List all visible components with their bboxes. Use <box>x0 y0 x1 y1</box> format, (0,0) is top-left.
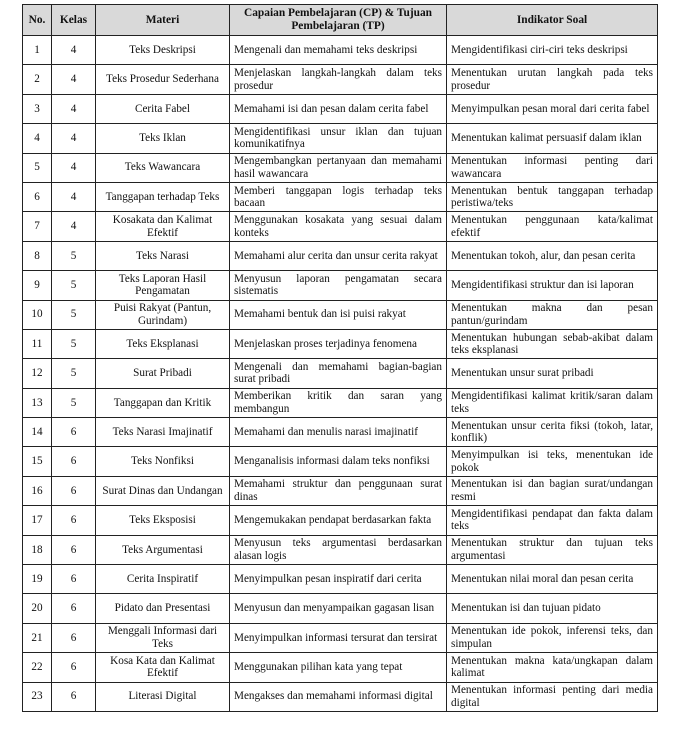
cell-kelas: 4 <box>52 182 96 211</box>
cell-materi: Teks Narasi <box>96 241 230 270</box>
cell-materi: Teks Nonfiksi <box>96 447 230 476</box>
cell-kelas: 6 <box>52 682 96 711</box>
cell-indikator: Mengidentifikasi pendapat dan fakta dalam teks <box>447 506 658 535</box>
cell-indikator: Menentukan informasi penting dari media digital <box>447 682 658 711</box>
cell-kelas: 6 <box>52 535 96 564</box>
cell-materi: Kosa Kata dan Kalimat Efektif <box>96 653 230 682</box>
document-page <box>22 4 657 712</box>
table-row <box>23 653 658 682</box>
cell-kelas: 6 <box>52 565 96 594</box>
cell-kelas: 5 <box>52 359 96 388</box>
cell-cp-tp: Mengenali dan memahami bagian-bagian surat pribadi <box>230 359 447 388</box>
cell-no: 17 <box>23 506 52 535</box>
header-no: No. <box>23 5 52 36</box>
cell-materi: Surat Pribadi <box>96 359 230 388</box>
table-row <box>23 36 658 65</box>
cell-cp-tp: Memahami struktur dan penggunaan surat dinas <box>230 476 447 505</box>
table-row <box>23 594 658 623</box>
cell-indikator: Menentukan isi dan tujuan pidato <box>447 594 658 623</box>
table-row <box>23 565 658 594</box>
table-header-row <box>23 5 658 36</box>
cell-kelas: 5 <box>52 388 96 417</box>
cell-cp-tp: Memahami isi dan pesan dalam cerita fabel <box>230 94 447 123</box>
cell-cp-tp: Memahami dan menulis narasi imajinatif <box>230 418 447 447</box>
cell-indikator: Menentukan unsur surat pribadi <box>447 359 658 388</box>
cell-no: 1 <box>23 36 52 65</box>
cell-no: 8 <box>23 241 52 270</box>
cell-materi: Literasi Digital <box>96 682 230 711</box>
cell-no: 2 <box>23 65 52 94</box>
cell-indikator: Menentukan penggunaan kata/kalimat efektif <box>447 212 658 241</box>
cell-indikator: Mengidentifikasi struktur dan isi laporan <box>447 271 658 300</box>
table-row <box>23 623 658 652</box>
cell-cp-tp: Mengemukakan pendapat berdasarkan fakta <box>230 506 447 535</box>
table-row <box>23 535 658 564</box>
cell-materi: Teks Laporan Hasil Pengamatan <box>96 271 230 300</box>
header-cp-tp: Capaian Pembelajaran (CP) & Tujuan Pembelajaran (TP) <box>230 5 447 36</box>
cell-cp-tp: Menyusun teks argumentasi berdasarkan alasan logis <box>230 535 447 564</box>
table-row <box>23 476 658 505</box>
cell-cp-tp: Menyusun laporan pengamatan secara sistematis <box>230 271 447 300</box>
cell-materi: Cerita Fabel <box>96 94 230 123</box>
cell-indikator: Menentukan informasi penting dari wawancara <box>447 153 658 182</box>
cell-cp-tp: Memberikan kritik dan saran yang membangun <box>230 388 447 417</box>
table-row <box>23 506 658 535</box>
cell-materi: Tanggapan terhadap Teks <box>96 182 230 211</box>
cell-no: 14 <box>23 418 52 447</box>
table-row <box>23 241 658 270</box>
cell-kelas: 6 <box>52 594 96 623</box>
cell-no: 6 <box>23 182 52 211</box>
cell-cp-tp: Mengembangkan pertanyaan dan memahami hasil wawancara <box>230 153 447 182</box>
cell-no: 20 <box>23 594 52 623</box>
cell-no: 19 <box>23 565 52 594</box>
cell-materi: Teks Eksposisi <box>96 506 230 535</box>
cell-no: 13 <box>23 388 52 417</box>
table-body <box>23 36 658 712</box>
header-indikator: Indikator Soal <box>447 5 658 36</box>
table-row <box>23 329 658 358</box>
cell-cp-tp: Memahami alur cerita dan unsur cerita rakyat <box>230 241 447 270</box>
cell-materi: Pidato dan Presentasi <box>96 594 230 623</box>
cell-no: 3 <box>23 94 52 123</box>
cell-kelas: 6 <box>52 418 96 447</box>
table-row <box>23 153 658 182</box>
cell-kelas: 4 <box>52 65 96 94</box>
cell-no: 22 <box>23 653 52 682</box>
cell-cp-tp: Mengakses dan memahami informasi digital <box>230 682 447 711</box>
table-row <box>23 388 658 417</box>
cell-cp-tp: Mengidentifikasi unsur iklan dan tujuan komunikatifnya <box>230 124 447 153</box>
cell-materi: Teks Narasi Imajinatif <box>96 418 230 447</box>
table-row <box>23 300 658 329</box>
cell-no: 11 <box>23 329 52 358</box>
cell-materi: Teks Eksplanasi <box>96 329 230 358</box>
cell-no: 15 <box>23 447 52 476</box>
cell-cp-tp: Menyimpulkan pesan inspiratif dari cerita <box>230 565 447 594</box>
table-row <box>23 124 658 153</box>
cell-kelas: 4 <box>52 212 96 241</box>
cell-kelas: 6 <box>52 476 96 505</box>
cell-indikator: Menentukan ide pokok, inferensi teks, dan simpulan <box>447 623 658 652</box>
cell-indikator: Menentukan nilai moral dan pesan cerita <box>447 565 658 594</box>
table-row <box>23 271 658 300</box>
table-row <box>23 212 658 241</box>
cell-indikator: Menentukan unsur cerita fiksi (tokoh, latar, konflik) <box>447 418 658 447</box>
cell-materi: Teks Wawancara <box>96 153 230 182</box>
cell-cp-tp: Menjelaskan proses terjadinya fenomena <box>230 329 447 358</box>
cell-cp-tp: Menyusun dan menyampaikan gagasan lisan <box>230 594 447 623</box>
cell-kelas: 4 <box>52 153 96 182</box>
cell-indikator: Menentukan isi dan bagian surat/undangan resmi <box>447 476 658 505</box>
cell-indikator: Menentukan urutan langkah pada teks prosedur <box>447 65 658 94</box>
cell-no: 4 <box>23 124 52 153</box>
table-row <box>23 359 658 388</box>
cell-cp-tp: Menggunakan kosakata yang sesuai dalam konteks <box>230 212 447 241</box>
cell-no: 10 <box>23 300 52 329</box>
cell-no: 21 <box>23 623 52 652</box>
cell-cp-tp: Menjelaskan langkah-langkah dalam teks prosedur <box>230 65 447 94</box>
cell-kelas: 4 <box>52 94 96 123</box>
cell-no: 23 <box>23 682 52 711</box>
cell-materi: Puisi Rakyat (Pantun, Gurindam) <box>96 300 230 329</box>
cell-indikator: Menentukan makna kata/ungkapan dalam kalimat <box>447 653 658 682</box>
cell-kelas: 4 <box>52 36 96 65</box>
cell-no: 9 <box>23 271 52 300</box>
cell-kelas: 5 <box>52 329 96 358</box>
cell-kelas: 6 <box>52 447 96 476</box>
cell-cp-tp: Menyimpulkan informasi tersurat dan tersirat <box>230 623 447 652</box>
cell-cp-tp: Memberi tanggapan logis terhadap teks bacaan <box>230 182 447 211</box>
cell-kelas: 4 <box>52 124 96 153</box>
cell-kelas: 6 <box>52 653 96 682</box>
cell-kelas: 5 <box>52 241 96 270</box>
cell-indikator: Mengidentifikasi kalimat kritik/saran dalam teks <box>447 388 658 417</box>
cell-cp-tp: Menggunakan pilihan kata yang tepat <box>230 653 447 682</box>
cell-indikator: Menentukan kalimat persuasif dalam iklan <box>447 124 658 153</box>
cell-indikator: Menentukan struktur dan tujuan teks argumentasi <box>447 535 658 564</box>
materi-table <box>22 4 658 712</box>
cell-indikator: Menentukan tokoh, alur, dan pesan cerita <box>447 241 658 270</box>
cell-indikator: Menentukan hubungan sebab-akibat dalam teks eksplanasi <box>447 329 658 358</box>
cell-cp-tp: Mengenali dan memahami teks deskripsi <box>230 36 447 65</box>
cell-materi: Surat Dinas dan Undangan <box>96 476 230 505</box>
cell-no: 18 <box>23 535 52 564</box>
cell-cp-tp: Menganalisis informasi dalam teks nonfiksi <box>230 447 447 476</box>
cell-kelas: 5 <box>52 300 96 329</box>
cell-materi: Teks Prosedur Sederhana <box>96 65 230 94</box>
table-row <box>23 65 658 94</box>
cell-materi: Kosakata dan Kalimat Efektif <box>96 212 230 241</box>
cell-materi: Tanggapan dan Kritik <box>96 388 230 417</box>
cell-materi: Teks Argumentasi <box>96 535 230 564</box>
header-kelas: Kelas <box>52 5 96 36</box>
cell-kelas: 6 <box>52 623 96 652</box>
cell-kelas: 5 <box>52 271 96 300</box>
table-row <box>23 94 658 123</box>
cell-indikator: Mengidentifikasi ciri-ciri teks deskripsi <box>447 36 658 65</box>
cell-kelas: 6 <box>52 506 96 535</box>
cell-indikator: Menentukan bentuk tanggapan terhadap peristiwa/teks <box>447 182 658 211</box>
cell-materi: Cerita Inspiratif <box>96 565 230 594</box>
cell-no: 16 <box>23 476 52 505</box>
table-row <box>23 682 658 711</box>
cell-materi: Teks Iklan <box>96 124 230 153</box>
cell-no: 5 <box>23 153 52 182</box>
cell-indikator: Menyimpulkan pesan moral dari cerita fabel <box>447 94 658 123</box>
cell-no: 12 <box>23 359 52 388</box>
header-materi: Materi <box>96 5 230 36</box>
table-row <box>23 418 658 447</box>
cell-cp-tp: Memahami bentuk dan isi puisi rakyat <box>230 300 447 329</box>
cell-no: 7 <box>23 212 52 241</box>
table-row <box>23 182 658 211</box>
cell-materi: Teks Deskripsi <box>96 36 230 65</box>
cell-indikator: Menentukan makna dan pesan pantun/gurindam <box>447 300 658 329</box>
table-row <box>23 447 658 476</box>
cell-materi: Menggali Informasi dari Teks <box>96 623 230 652</box>
cell-indikator: Menyimpulkan isi teks, menentukan ide pokok <box>447 447 658 476</box>
